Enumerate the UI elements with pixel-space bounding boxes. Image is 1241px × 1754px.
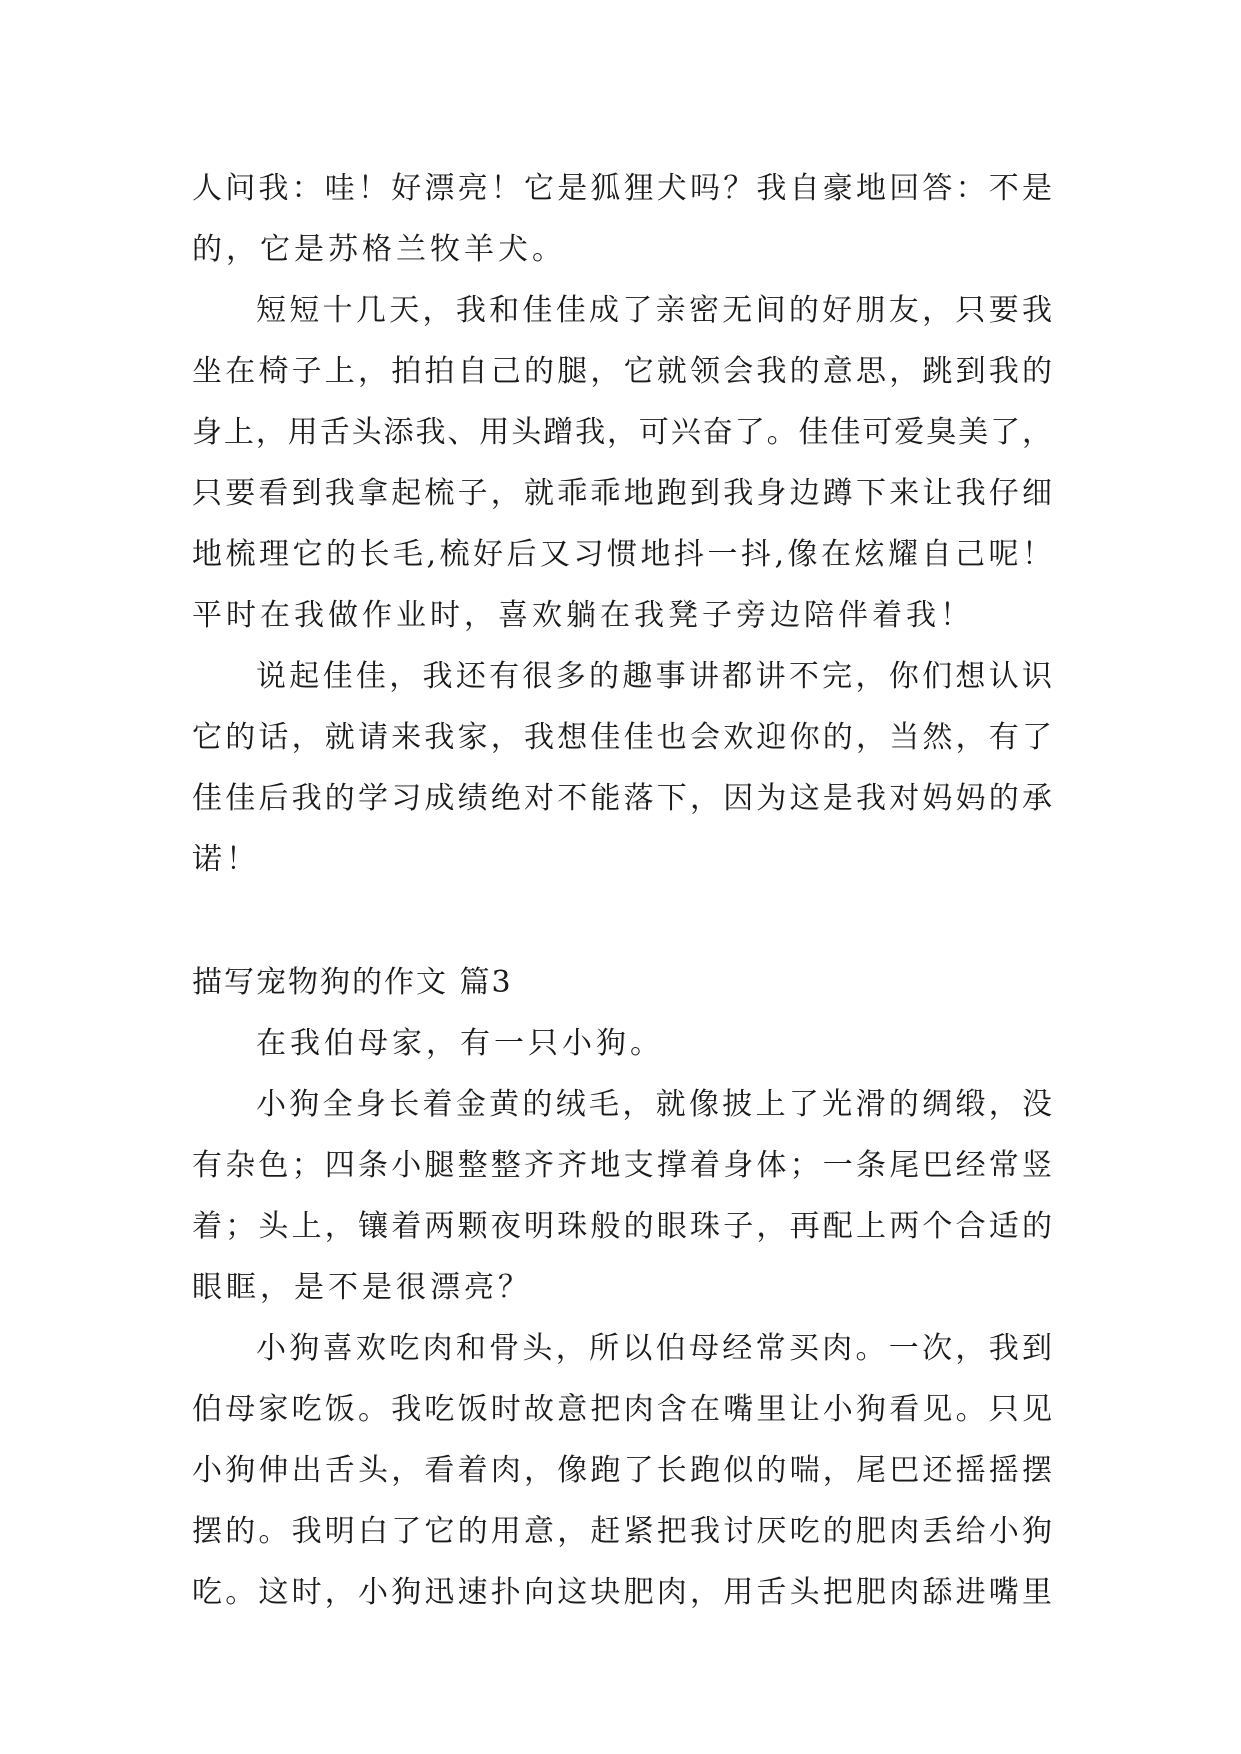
text-line: 人问我：哇！好漂亮！它是狐狸犬吗？我自豪地回答：不是 — [192, 171, 1052, 206]
text-line: 小狗伸出舌头，看着肉，像跑了长跑似的喘，尾巴还摇摇摆 — [192, 1453, 1052, 1488]
text-line: 地梳理它的长毛,梳好后又习惯地抖一抖,像在炫耀自己呢！ — [192, 537, 1052, 572]
text-line: 坐在椅子上，拍拍自己的腿，它就领会我的意思，跳到我的 — [192, 354, 1052, 389]
text-line: 的，它是苏格兰牧羊犬。 — [192, 232, 566, 267]
text-line: 在我伯母家，有一只小狗。 — [256, 1026, 664, 1061]
paragraph-friends — [192, 280, 1052, 646]
paragraph-eating — [192, 1318, 1052, 1623]
text-line: 摆的。我明白了它的用意，赶紧把我讨厌吃的肥肉丢给小狗 — [192, 1514, 1052, 1549]
section-gap — [192, 890, 1052, 952]
continued-paragraph — [192, 158, 1052, 280]
text-line: 佳佳后我的学习成绩绝对不能落下，因为这是我对妈妈的承 — [192, 781, 1052, 816]
text-line: 着；头上，镶着两颗夜明珠般的眼珠子，再配上两个合适的 — [192, 1209, 1052, 1244]
text-line: 眼眶，是不是很漂亮？ — [192, 1270, 532, 1305]
paragraph-stories — [192, 646, 1052, 890]
text-line: 伯母家吃饭。我吃饭时故意把肉含在嘴里让小狗看见。只见 — [192, 1392, 1052, 1427]
text-line: 诺！ — [192, 842, 260, 877]
text-line: 说起佳佳，我还有很多的趣事讲都讲不完，你们想认识 — [256, 659, 1052, 694]
paragraph-intro — [192, 1013, 1052, 1074]
text-line: 身上，用舌头添我、用头蹭我，可兴奋了。佳佳可爱臭美了， — [192, 415, 1052, 450]
text-line: 平时在我做作业时，喜欢躺在我凳子旁边陪伴着我！ — [192, 598, 974, 633]
text-line: 短短十几天，我和佳佳成了亲密无间的好朋友，只要我 — [256, 293, 1052, 328]
text-line: 它的话，就请来我家，我想佳佳也会欢迎你的，当然，有了 — [192, 720, 1052, 755]
text-line: 有杂色；四条小腿整整齐齐地支撑着身体；一条尾巴经常竖 — [192, 1148, 1052, 1183]
text-line: 小狗喜欢吃肉和骨头，所以伯母经常买肉。一次，我到 — [256, 1331, 1052, 1366]
text-line: 小狗全身长着金黄的绒毛，就像披上了光滑的绸缎，没 — [256, 1087, 1052, 1122]
paragraph-appearance — [192, 1074, 1052, 1318]
text-line: 只要看到我拿起梳子，就乖乖地跑到我身边蹲下来让我仔细 — [192, 476, 1052, 511]
text-line: 吃。这时，小狗迅速扑向这块肥肉，用舌头把肥肉舔进嘴里 — [192, 1575, 1052, 1610]
section-heading: 描写宠物狗的作文 篇3 — [192, 965, 513, 1000]
document-body — [192, 158, 1052, 1623]
